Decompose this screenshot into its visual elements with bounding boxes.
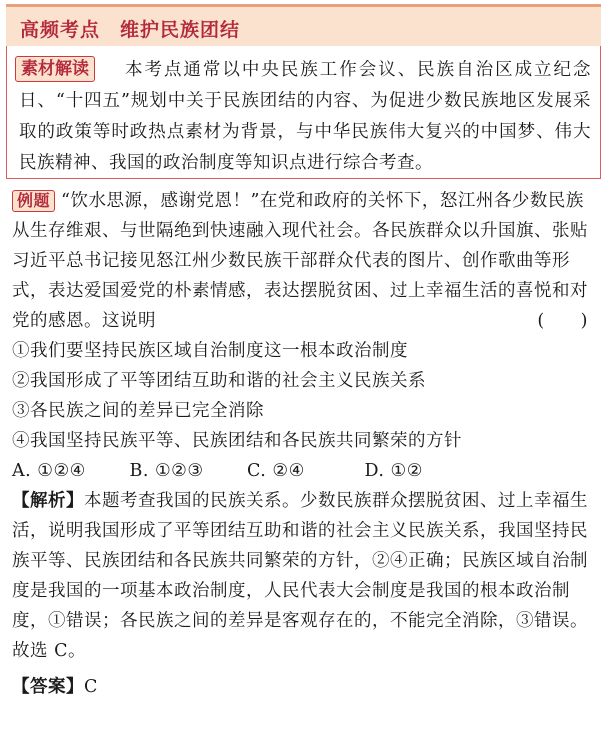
statement-2: ②我国形成了平等团结互助和谐的社会主义民族关系 <box>12 371 426 391</box>
topic-title: 高频考点 维护民族团结 <box>20 18 241 41</box>
option-c: C. ②④ <box>247 461 305 481</box>
answer-value: C <box>84 677 98 697</box>
statement-1: ①我们要坚持民族区域自治制度这一根本政治制度 <box>12 341 408 361</box>
material-label: 素材解读 <box>15 56 95 82</box>
option-d: D. ①② <box>364 461 423 481</box>
statement-3: ③各民族之间的差异已完全消除 <box>12 401 264 421</box>
option-a: A. ①②④ <box>12 461 86 481</box>
analysis-label: 【解析】 <box>12 491 84 511</box>
analysis-block <box>12 486 596 666</box>
option-b: B. ①②③ <box>129 461 204 481</box>
example-section <box>12 186 596 702</box>
analysis-text: 本题考查我国的民族关系。少数民族群众摆脱贫困、过上幸福生活，说明我国形成了平等团结互助和谐的社会主义民族关系，我国坚持民族平等、民族团结和各民族共同繁荣的方针，②④正确；民族区域自治制度是我国的一项基本政治制度，人民代表大会制度是我国的根本政治制度，①错误；各民族之间的差异是客观存在的，不能完全消除，③错误。故选 C。 <box>12 491 588 661</box>
example-question: “饮水思源，感谢党恩！”在党和政府的关怀下，怒江州各少数民族从生存维艰、与世隔绝到快速融入现代社会。各民族群众以升国旗、张贴习近平总书记接见怒江州少数民族干部群众代表的图片、创作歌曲等形式，表达爱国爱党的朴素情感，表达摆脱贫困、过上幸福生活的喜悦和对党的感恩。这说明 <box>12 191 588 331</box>
example-label: 例题 <box>12 190 55 212</box>
material-box <box>6 46 601 179</box>
answer-block <box>12 672 596 702</box>
statement-4: ④我国坚持民族平等、民族团结和各民族共同繁荣的方针 <box>12 431 462 451</box>
answer-label: 【答案】 <box>12 677 84 697</box>
answer-options <box>12 456 482 486</box>
answer-blank: ( ) <box>537 311 588 331</box>
topic-header <box>6 4 601 51</box>
example-question-block <box>12 186 596 336</box>
material-text: 本考点通常以中央民族工作会议、民族自治区成立纪念日、“十四五”规划中关于民族团结的内容、为促进少数民族地区发展采取的政策等时政热点素材为背景，与中华民族伟大复兴的中国梦、伟大民族精神、我国的政治制度等知识点进行综合考查。 <box>19 60 591 173</box>
